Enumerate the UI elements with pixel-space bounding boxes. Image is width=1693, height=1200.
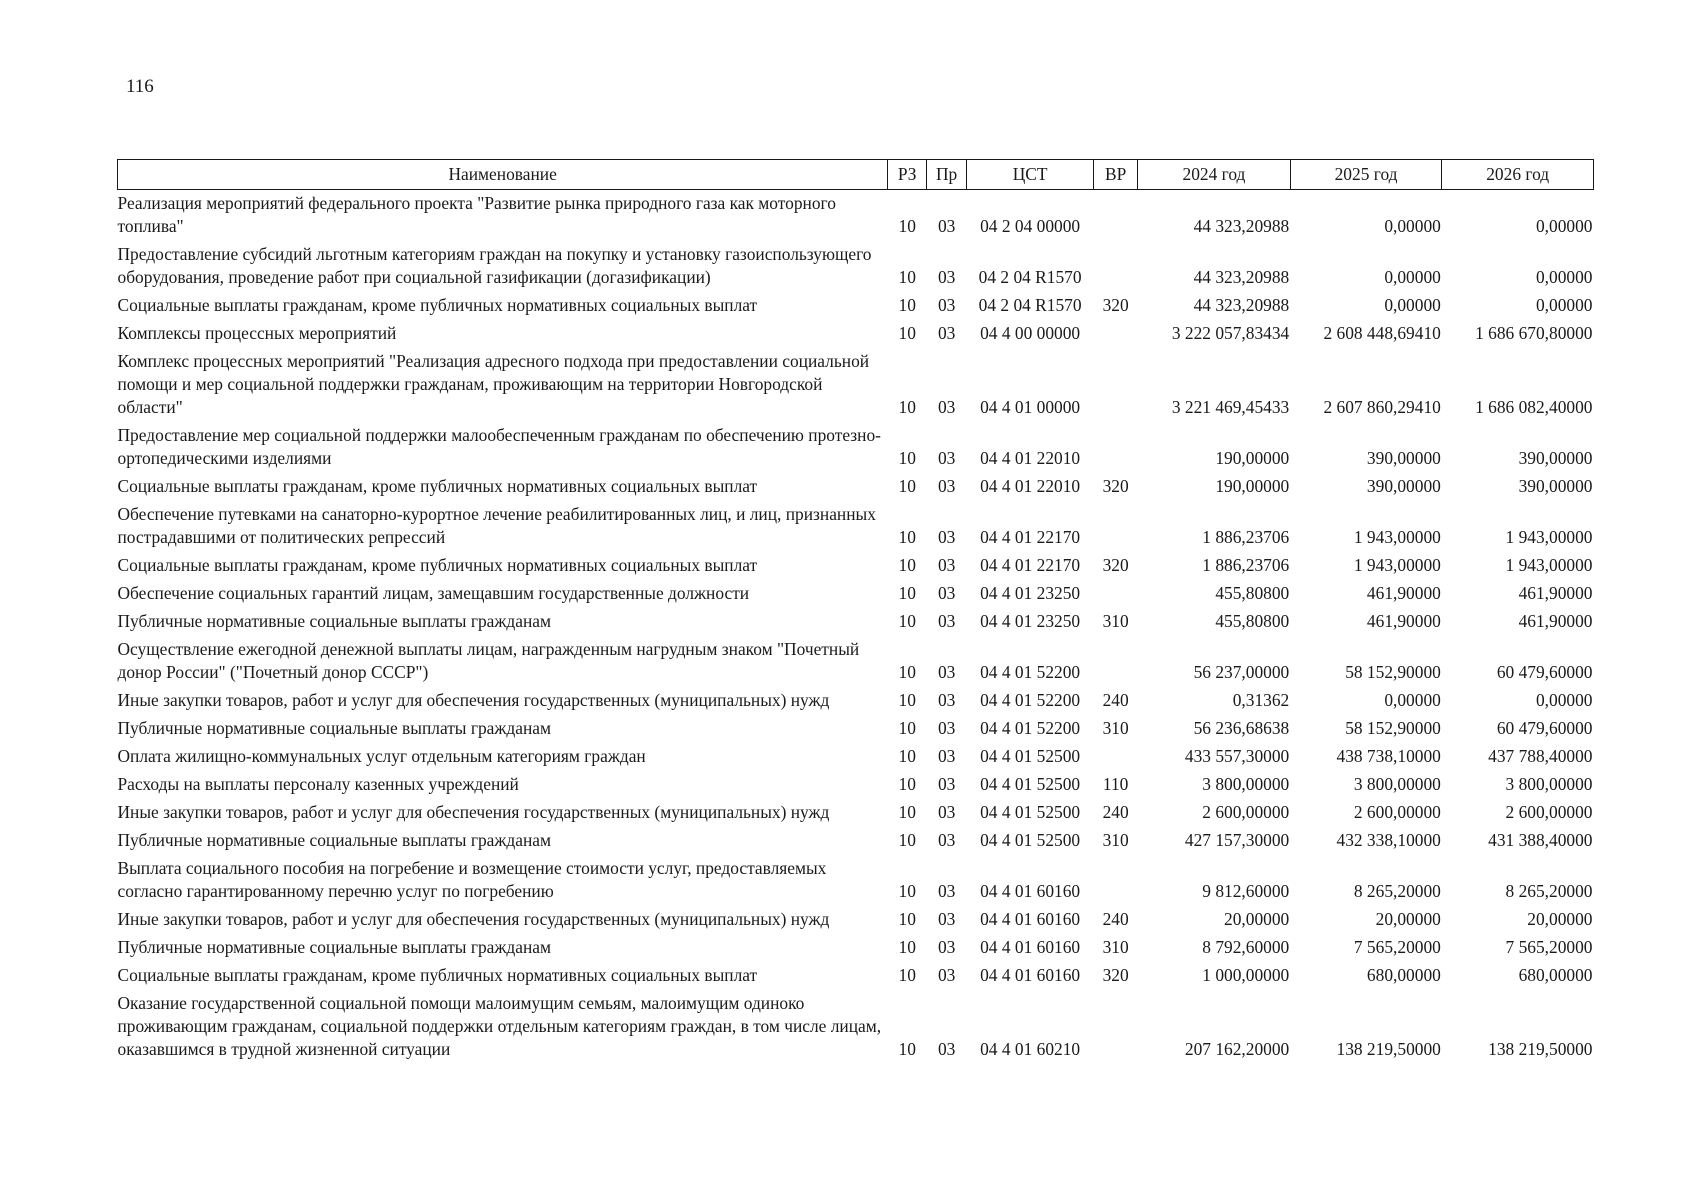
page-number: 116 [126, 76, 154, 97]
row-name: Публичные нормативные социальные выплаты гражданам [117, 830, 551, 850]
row-cst: 04 4 00 00000 [980, 323, 1081, 343]
header-vr: ВР [1094, 160, 1138, 190]
row-name: Оказание государственной социальной помощи малоимущим семьям, малоимущим одиноко проживающим гражданам, социальной поддержки отдельным категориям граждан, в том числе лицам, оказавшимся в трудной жизненной ситуации [117, 993, 882, 1059]
row-rz: 10 [898, 718, 916, 738]
row-rz: 10 [898, 937, 916, 957]
row-2026: 138 219,50000 [1488, 1039, 1593, 1059]
row-vr: 110 [1102, 774, 1129, 794]
row-name: Расходы на выплаты персоналу казенных учреждений [117, 774, 519, 794]
row-2025: 461,90000 [1366, 611, 1441, 631]
row-pr: 03 [937, 662, 956, 682]
row-2025: 58 152,90000 [1345, 718, 1441, 738]
row-pr: 03 [937, 937, 956, 957]
row-2026: 1 943,00000 [1505, 527, 1593, 547]
row-2024: 44 323,20988 [1193, 216, 1290, 236]
table-row [118, 689, 1594, 717]
row-pr: 03 [937, 448, 956, 468]
row-cst: 04 4 01 22170 [980, 527, 1081, 547]
row-cst: 04 4 01 22010 [980, 476, 1081, 496]
row-2026: 3 800,00000 [1505, 774, 1593, 794]
row-rz: 10 [898, 323, 916, 343]
row-2026: 60 479,60000 [1496, 718, 1593, 738]
header-2024: 2024 год [1138, 160, 1291, 190]
row-2026: 20,00000 [1527, 909, 1593, 929]
row-2025: 2 607 860,29410 [1323, 397, 1441, 417]
budget-table [117, 159, 1594, 1066]
row-rz: 10 [898, 1039, 916, 1059]
row-name: Комплекс процессных мероприятий "Реализация адресного подхода при предоставлении социальной помощи и мер социальной поддержки гражданам, проживающим на территории Новгородской области" [117, 351, 870, 417]
row-2024: 3 222 057,83434 [1171, 323, 1290, 343]
row-cst: 04 4 01 60210 [980, 1039, 1081, 1059]
row-2026: 1 943,00000 [1505, 555, 1593, 575]
row-vr: 310 [1102, 937, 1129, 957]
row-cst: 04 4 01 23250 [980, 611, 1081, 631]
row-cst: 04 4 01 52500 [980, 774, 1081, 794]
row-vr [1094, 992, 1138, 1066]
row-cst: 04 4 01 60160 [980, 909, 1081, 929]
row-cst: 04 4 01 60160 [980, 937, 1081, 957]
row-name: Иные закупки товаров, работ и услуг для обеспечения государственных (муниципальных) нужд [117, 690, 830, 710]
row-cst: 04 4 01 52500 [980, 746, 1081, 766]
row-2026: 0,00000 [1535, 216, 1593, 236]
row-pr: 03 [937, 583, 956, 603]
row-2024: 190,00000 [1215, 476, 1290, 496]
row-rz: 10 [898, 397, 916, 417]
row-2026: 1 686 082,40000 [1475, 397, 1593, 417]
row-vr: 240 [1102, 690, 1129, 710]
row-cst: 04 4 01 22170 [980, 555, 1081, 575]
row-vr [1094, 745, 1138, 773]
row-2024: 8 792,60000 [1202, 937, 1290, 957]
row-rz: 10 [898, 881, 916, 901]
row-2024: 190,00000 [1215, 448, 1290, 468]
row-vr: 310 [1102, 611, 1129, 631]
row-pr: 03 [937, 909, 956, 929]
table-row [118, 992, 1594, 1066]
table-row [118, 350, 1594, 424]
table-row [118, 503, 1594, 554]
row-2025: 2 600,00000 [1353, 802, 1441, 822]
row-2024: 56 236,68638 [1193, 718, 1290, 738]
row-2024: 3 221 469,45433 [1171, 397, 1290, 417]
table-row [118, 190, 1594, 244]
row-rz: 10 [898, 267, 916, 287]
table-row [118, 717, 1594, 745]
row-rz: 10 [898, 295, 916, 315]
row-2025: 8 265,20000 [1353, 881, 1441, 901]
row-rz: 10 [898, 216, 916, 236]
row-2024: 44 323,20988 [1193, 295, 1290, 315]
row-name: Реализация мероприятий федерального проекта "Развитие рынка природного газа как моторного топлива" [117, 193, 836, 236]
table-row [118, 322, 1594, 350]
row-2026: 0,00000 [1535, 295, 1593, 315]
row-2026: 7 565,20000 [1505, 937, 1593, 957]
row-2025: 432 338,10000 [1336, 830, 1441, 850]
row-2025: 58 152,90000 [1345, 662, 1441, 682]
row-pr: 03 [937, 527, 956, 547]
table-row [118, 801, 1594, 829]
row-rz: 10 [898, 662, 916, 682]
row-2024: 2 600,00000 [1202, 802, 1290, 822]
row-2026: 431 388,40000 [1488, 830, 1593, 850]
row-2025: 0,00000 [1384, 690, 1441, 710]
row-cst: 04 4 01 23250 [980, 583, 1081, 603]
row-name: Оплата жилищно-коммунальных услуг отдельным категориям граждан [117, 746, 646, 766]
table-row [118, 582, 1594, 610]
row-2025: 1 943,00000 [1353, 555, 1441, 575]
row-2024: 433 557,30000 [1184, 746, 1290, 766]
row-rz: 10 [898, 830, 916, 850]
row-pr: 03 [937, 295, 956, 315]
table-row [118, 424, 1594, 475]
row-pr: 03 [937, 323, 956, 343]
table-row [118, 294, 1594, 322]
row-rz: 10 [898, 774, 916, 794]
row-2024: 1 886,23706 [1202, 527, 1290, 547]
row-2026: 60 479,60000 [1496, 662, 1593, 682]
row-pr: 03 [937, 476, 956, 496]
row-rz: 10 [898, 909, 916, 929]
row-pr: 03 [937, 802, 956, 822]
row-2026: 680,00000 [1518, 965, 1593, 985]
row-2026: 461,90000 [1518, 611, 1593, 631]
row-2024: 1 886,23706 [1202, 555, 1290, 575]
row-2025: 1 943,00000 [1353, 527, 1441, 547]
row-name: Обеспечение путевками на санаторно-курортное лечение реабилитированных лиц, и лиц, признанных пострадавшими от политических репрессий [117, 504, 876, 547]
row-rz: 10 [898, 611, 916, 631]
row-cst: 04 4 01 22010 [980, 448, 1081, 468]
row-vr: 310 [1102, 718, 1129, 738]
row-rz: 10 [898, 448, 916, 468]
row-name: Публичные нормативные социальные выплаты гражданам [117, 611, 551, 631]
row-pr: 03 [937, 1039, 956, 1059]
row-name: Публичные нормативные социальные выплаты гражданам [117, 937, 551, 957]
table-row [118, 964, 1594, 992]
header-rz: РЗ [888, 160, 927, 190]
row-rz: 10 [898, 802, 916, 822]
row-2024: 1 000,00000 [1202, 965, 1290, 985]
row-vr [1094, 857, 1138, 908]
row-cst: 04 2 04 R1570 [978, 267, 1082, 287]
row-cst: 04 2 04 00000 [980, 216, 1081, 236]
row-2025: 390,00000 [1366, 448, 1441, 468]
row-pr: 03 [937, 965, 956, 985]
row-2025: 3 800,00000 [1353, 774, 1441, 794]
row-2024: 455,80800 [1215, 611, 1290, 631]
row-vr: 320 [1102, 965, 1129, 985]
table-row [118, 243, 1594, 294]
row-2025: 138 219,50000 [1336, 1039, 1441, 1059]
row-2024: 0,31362 [1232, 690, 1290, 710]
row-vr: 320 [1102, 555, 1129, 575]
row-pr: 03 [937, 216, 956, 236]
table-row [118, 610, 1594, 638]
row-vr: 310 [1102, 830, 1129, 850]
row-pr: 03 [937, 881, 956, 901]
row-pr: 03 [937, 555, 956, 575]
row-2026: 2 600,00000 [1505, 802, 1593, 822]
row-vr [1094, 424, 1138, 475]
row-name: Социальные выплаты гражданам, кроме публичных нормативных социальных выплат [117, 295, 758, 315]
table-header-row [118, 160, 1594, 190]
table-row [118, 829, 1594, 857]
row-name: Социальные выплаты гражданам, кроме публичных нормативных социальных выплат [117, 965, 758, 985]
header-2026: 2026 год [1442, 160, 1594, 190]
table-row [118, 857, 1594, 908]
row-vr [1094, 322, 1138, 350]
row-2025: 0,00000 [1384, 295, 1441, 315]
row-cst: 04 4 01 60160 [980, 965, 1081, 985]
row-2026: 8 265,20000 [1505, 881, 1593, 901]
header-2025: 2025 год [1290, 160, 1442, 190]
row-name: Комплексы процессных мероприятий [117, 323, 397, 343]
row-2024: 207 162,20000 [1184, 1039, 1290, 1059]
row-vr: 320 [1102, 295, 1129, 315]
row-rz: 10 [898, 965, 916, 985]
table-body [118, 190, 1594, 1067]
row-cst: 04 4 01 52200 [980, 662, 1081, 682]
row-cst: 04 4 01 52200 [980, 718, 1081, 738]
row-vr: 240 [1102, 909, 1129, 929]
row-2025: 680,00000 [1366, 965, 1441, 985]
row-cst: 04 4 01 52500 [980, 830, 1081, 850]
row-vr: 320 [1102, 476, 1129, 496]
row-vr [1094, 503, 1138, 554]
row-pr: 03 [937, 718, 956, 738]
row-2024: 9 812,60000 [1202, 881, 1290, 901]
header-cst: ЦСТ [967, 160, 1094, 190]
row-vr [1094, 190, 1138, 244]
row-2025: 438 738,10000 [1336, 746, 1441, 766]
row-vr: 240 [1102, 802, 1129, 822]
row-name: Обеспечение социальных гарантий лицам, замещавшим государственные должности [117, 583, 750, 603]
row-name: Предоставление мер социальной поддержки малообеспеченным гражданам по обеспечению протезно-ортопедическими изделиями [117, 425, 881, 468]
row-pr: 03 [937, 690, 956, 710]
header-name: Наименование [118, 160, 888, 190]
row-name: Публичные нормативные социальные выплаты гражданам [117, 718, 551, 738]
row-name: Осуществление ежегодной денежной выплаты лицам, награжденным нагрудным знаком "Почетный донор России" ("Почетный донор СССР") [117, 639, 860, 682]
row-2026: 461,90000 [1518, 583, 1593, 603]
row-2025: 2 608 448,69410 [1323, 323, 1441, 343]
row-name: Предоставление субсидий льготным категориям граждан на покупку и установку газоиспользующего оборудования, проведение работ при социальной газификации (догазификации) [117, 244, 872, 287]
header-pr: Пр [927, 160, 967, 190]
row-rz: 10 [898, 746, 916, 766]
table-row [118, 936, 1594, 964]
row-2026: 390,00000 [1518, 476, 1593, 496]
row-2025: 7 565,20000 [1353, 937, 1441, 957]
row-2025: 461,90000 [1366, 583, 1441, 603]
row-rz: 10 [898, 476, 916, 496]
row-2025: 20,00000 [1375, 909, 1441, 929]
row-pr: 03 [937, 830, 956, 850]
row-pr: 03 [937, 397, 956, 417]
table-row [118, 745, 1594, 773]
row-2026: 1 686 670,80000 [1475, 323, 1593, 343]
row-pr: 03 [937, 267, 956, 287]
row-2026: 390,00000 [1518, 448, 1593, 468]
row-name: Иные закупки товаров, работ и услуг для обеспечения государственных (муниципальных) нужд [117, 909, 830, 929]
row-pr: 03 [937, 611, 956, 631]
row-vr [1094, 582, 1138, 610]
row-pr: 03 [937, 746, 956, 766]
row-2025: 0,00000 [1384, 267, 1441, 287]
row-name: Социальные выплаты гражданам, кроме публичных нормативных социальных выплат [117, 555, 758, 575]
row-2026: 437 788,40000 [1488, 746, 1593, 766]
row-cst: 04 4 01 00000 [980, 397, 1081, 417]
row-2026: 0,00000 [1535, 267, 1593, 287]
row-2025: 0,00000 [1384, 216, 1441, 236]
row-cst: 04 4 01 60160 [980, 881, 1081, 901]
row-name: Иные закупки товаров, работ и услуг для обеспечения государственных (муниципальных) нужд [117, 802, 830, 822]
row-2024: 56 237,00000 [1193, 662, 1290, 682]
row-rz: 10 [898, 583, 916, 603]
row-cst: 04 4 01 52200 [980, 690, 1081, 710]
row-vr [1094, 638, 1138, 689]
row-2024: 44 323,20988 [1193, 267, 1290, 287]
row-vr [1094, 243, 1138, 294]
row-rz: 10 [898, 555, 916, 575]
row-2024: 427 157,30000 [1184, 830, 1290, 850]
row-rz: 10 [898, 690, 916, 710]
row-2025: 390,00000 [1366, 476, 1441, 496]
table-row [118, 773, 1594, 801]
row-rz: 10 [898, 527, 916, 547]
table-row [118, 554, 1594, 582]
row-cst: 04 2 04 R1570 [978, 295, 1082, 315]
row-pr: 03 [937, 774, 956, 794]
row-2024: 20,00000 [1224, 909, 1290, 929]
row-2024: 455,80800 [1215, 583, 1290, 603]
table-row [118, 908, 1594, 936]
row-2024: 3 800,00000 [1202, 774, 1290, 794]
row-cst: 04 4 01 52500 [980, 802, 1081, 822]
row-vr [1094, 350, 1138, 424]
row-name: Выплата социального пособия на погребение и возмещение стоимости услуг, предоставляемых согласно гарантированному перечню услуг по погребению [117, 858, 827, 901]
row-name: Социальные выплаты гражданам, кроме публичных нормативных социальных выплат [117, 476, 758, 496]
table-row [118, 638, 1594, 689]
table-row [118, 475, 1594, 503]
row-2026: 0,00000 [1535, 690, 1593, 710]
